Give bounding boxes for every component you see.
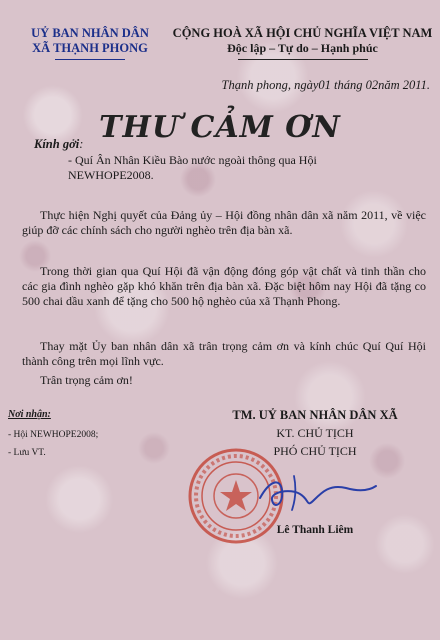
signature-line-2: KT. CHỦ TỊCH: [276, 426, 354, 440]
recipient-line: - Quí Ân Nhân Kiều Bào nước ngoài thông qua Hội NEWHOPE2008.: [68, 153, 317, 182]
org-line-2: XÃ THẠNH PHONG: [32, 41, 148, 55]
handwritten-signature-icon: [250, 470, 380, 515]
salutation-label: Kính gởi: [34, 137, 80, 151]
org-line-1: UỶ BAN NHÂN DÂN: [31, 26, 149, 40]
paragraph-2: Trong thời gian qua Quí Hội đã vận động đóng góp vật chất và tinh thần cho các gia đình nghèo gặp khó khăn trên địa bàn xã. Đặc biệt hôm nay Hội đã tặng co 500 chai dầu xanh để tặng cho 500 hộ nghèo của xã Thạnh Phong.: [22, 264, 426, 308]
salutation-colon: :: [79, 137, 84, 151]
motto-underline: [238, 59, 368, 60]
national-motto: Độc lập – Tự do – Hạnh phúc: [227, 41, 378, 55]
paragraph-3: Thay mặt Ủy ban nhân dân xã trân trọng cảm ơn và kính chúc Quí Quí Hội thành công trên mọi lĩnh vực.: [22, 339, 426, 368]
recipients-label: Nơi nhận:: [8, 409, 51, 420]
recipients-item: - Hội NEWHOPE2008;: [8, 430, 99, 440]
recipients-item: - Lưu VT.: [8, 448, 46, 458]
signature-line-3: PHÓ CHỦ TỊCH: [273, 444, 357, 458]
signature-line-1: TM. UỶ BAN NHÂN DÂN XÃ: [232, 408, 398, 422]
closing-line: Trân trọng cảm ơn!: [40, 373, 133, 387]
national-header: [170, 26, 435, 60]
paragraph-1: Thực hiện Nghị quyết của Đảng ủy – Hội đồng nhân dân xã năm 2011, về việc giúp đỡ các chính sách cho người nghèo trên địa bàn xã.: [22, 208, 426, 237]
letter-title: THƯ CẢM ƠN: [99, 110, 341, 145]
signer-name: Lê Thanh Liêm: [276, 524, 354, 536]
salutation: [34, 137, 83, 152]
org-underline: [55, 59, 125, 60]
nation-name: CỘNG HOÀ XÃ HỘI CHỦ NGHĨA VIỆT NAM: [172, 26, 433, 40]
date-line: Thạnh phong, ngày01 tháng 02năm 2011.: [221, 78, 430, 92]
issuing-organization: [10, 26, 170, 60]
